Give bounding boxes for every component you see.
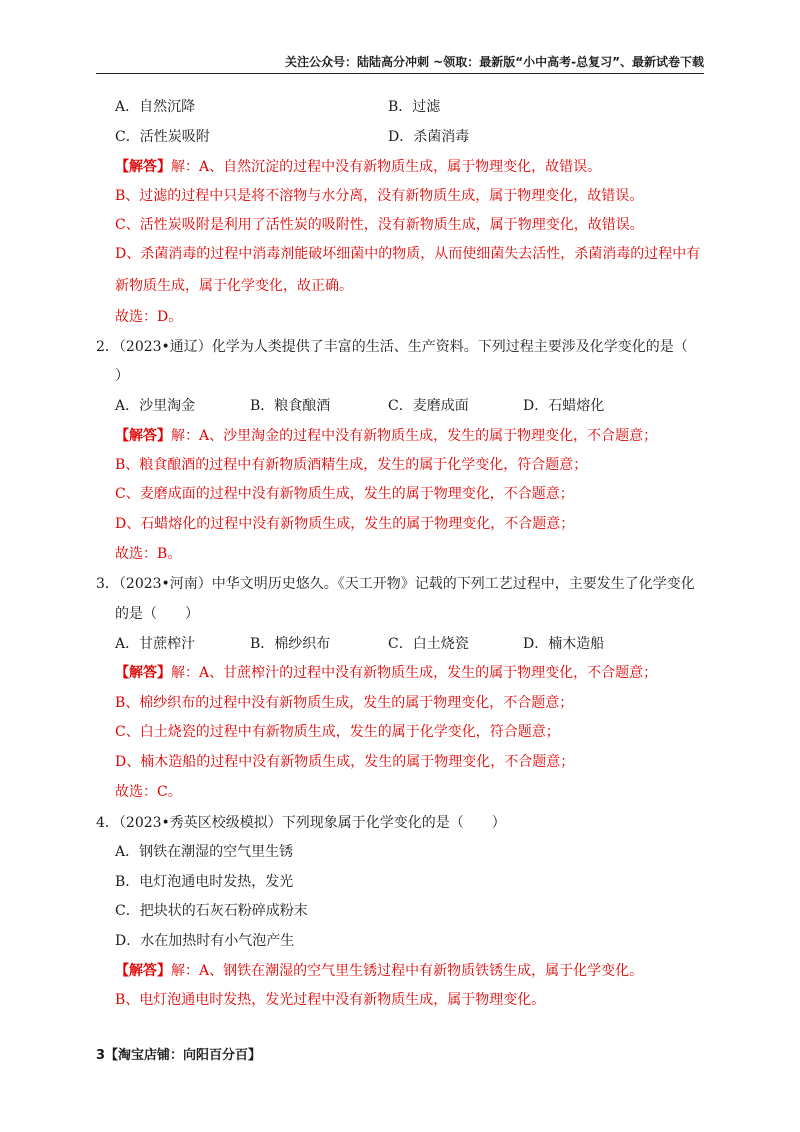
q2-answer-line: C、麦磨成面的过程中没有新物质生成，发生的属于物理变化，不合题意； — [115, 486, 574, 502]
q1-answer-line: D、杀菌消毒的过程中消毒剂能破坏细菌中的物质，从而使细菌失去活性，杀菌消毒的过程中有 — [115, 246, 701, 262]
q2-choice: 故选：B。 — [115, 546, 182, 562]
answer-text: 解：A、甘蔗榨汁的过程中没有新物质生成，发生的属于物理变化，不合题意； — [171, 665, 658, 681]
q3-answer-line: B、棉纱织布的过程中没有新物质生成，发生的属于物理变化，不合题意； — [115, 695, 574, 711]
answer-text: 解：A、沙里淘金的过程中没有新物质生成，发生的属于物理变化，不合题意； — [171, 428, 658, 444]
q3-option-d: D．楠木造船 — [523, 636, 605, 652]
q2-option-c: C．麦磨成面 — [388, 398, 469, 414]
q3-answer-line: D、楠木造船的过程中没有新物质生成，发生的属于物理变化，不合题意； — [115, 754, 575, 770]
q2-stem: 2．（2023•通辽）化学为人类提供了丰富的生活、生产资料。下列过程主要涉及化学变化的是（ — [96, 339, 688, 355]
q1-option-b: B．过滤 — [388, 99, 441, 115]
answer-tag: 【解答】 — [115, 428, 171, 444]
q3-option-c: C．白土烧瓷 — [388, 636, 469, 652]
q4-answer-line: B、电灯泡通电时发热，发光过程中没有新物质生成，属于物理变化。 — [115, 992, 546, 1008]
q1-answer-line — [115, 158, 601, 176]
q1-answer-line: C、活性炭吸附是利用了活性炭的吸附性，没有新物质生成，属于物理变化，故错误。 — [115, 217, 644, 233]
q3-stem-cont: 的是（ ） — [115, 606, 199, 622]
q2-answer-line — [115, 427, 657, 445]
q4-option-d: D．水在加热时有小气泡产生 — [115, 933, 295, 949]
answer-text: 解：A、钢铁在潮湿的空气里生锈过程中有新物质铁锈生成，属于化学变化。 — [171, 963, 644, 979]
q2-option-d: D．石蜡熔化 — [523, 398, 605, 414]
q2-option-a: A．沙里淘金 — [115, 398, 196, 414]
q1-option-d: D．杀菌消毒 — [388, 129, 470, 145]
q2-stem-cont: ） — [115, 368, 129, 384]
q2-answer-line: B、粮食酿酒的过程中有新物质酒精生成，发生的属于化学变化，符合题意； — [115, 457, 588, 473]
q3-stem: 3．（2023•河南）中华文明历史悠久。《天工开物》记载的下列工艺过程中，主要发生了化学变化 — [96, 576, 695, 592]
q1-answer-line: 新物质生成，属于化学变化，故正确。 — [115, 278, 353, 294]
q1-answer-line: B、过滤的过程中只是将不溶物与水分离，没有新物质生成，属于物理变化，故错误。 — [115, 188, 644, 204]
q1-option-c: C．活性炭吸附 — [115, 129, 210, 145]
q3-answer-line: C、白土烧瓷的过程中有新物质生成，发生的属于化学变化，符合题意； — [115, 724, 560, 740]
q3-option-b: B．棉纱织布 — [250, 636, 331, 652]
q3-choice: 故选：C。 — [115, 784, 182, 800]
q4-stem: 4．（2023•秀英区校级模拟）下列现象属于化学变化的是（ ） — [96, 815, 506, 831]
q4-option-b: B．电灯泡通电时发热，发光 — [115, 874, 294, 890]
page-footer: 3【淘宝店铺：向阳百分百】 — [96, 1048, 262, 1063]
q4-answer-line — [115, 962, 643, 980]
q4-option-a: A．钢铁在潮湿的空气里生锈 — [115, 844, 294, 860]
answer-tag: 【解答】 — [115, 963, 171, 979]
answer-tag: 【解答】 — [115, 159, 171, 175]
answer-tag: 【解答】 — [115, 665, 171, 681]
q4-option-c: C．把块状的石灰石粉碎成粉末 — [115, 903, 308, 919]
q3-answer-line — [115, 664, 657, 682]
q3-option-a: A．甘蔗榨汁 — [115, 636, 196, 652]
page-header: 关注公众号：陆陆高分冲刺 ~领取：最新版“小中高考-总复习”、最新试卷下载 — [96, 55, 704, 74]
answer-text: 解：A、自然沉淀的过程中没有新物质生成，属于物理变化，故错误。 — [171, 159, 602, 175]
q2-option-b: B．粮食酿酒 — [250, 398, 331, 414]
q2-answer-line: D、石蜡熔化的过程中没有新物质生成，发生的属于物理变化，不合题意； — [115, 516, 575, 532]
q1-choice: 故选：D。 — [115, 309, 183, 325]
q1-option-a: A．自然沉降 — [115, 99, 196, 115]
